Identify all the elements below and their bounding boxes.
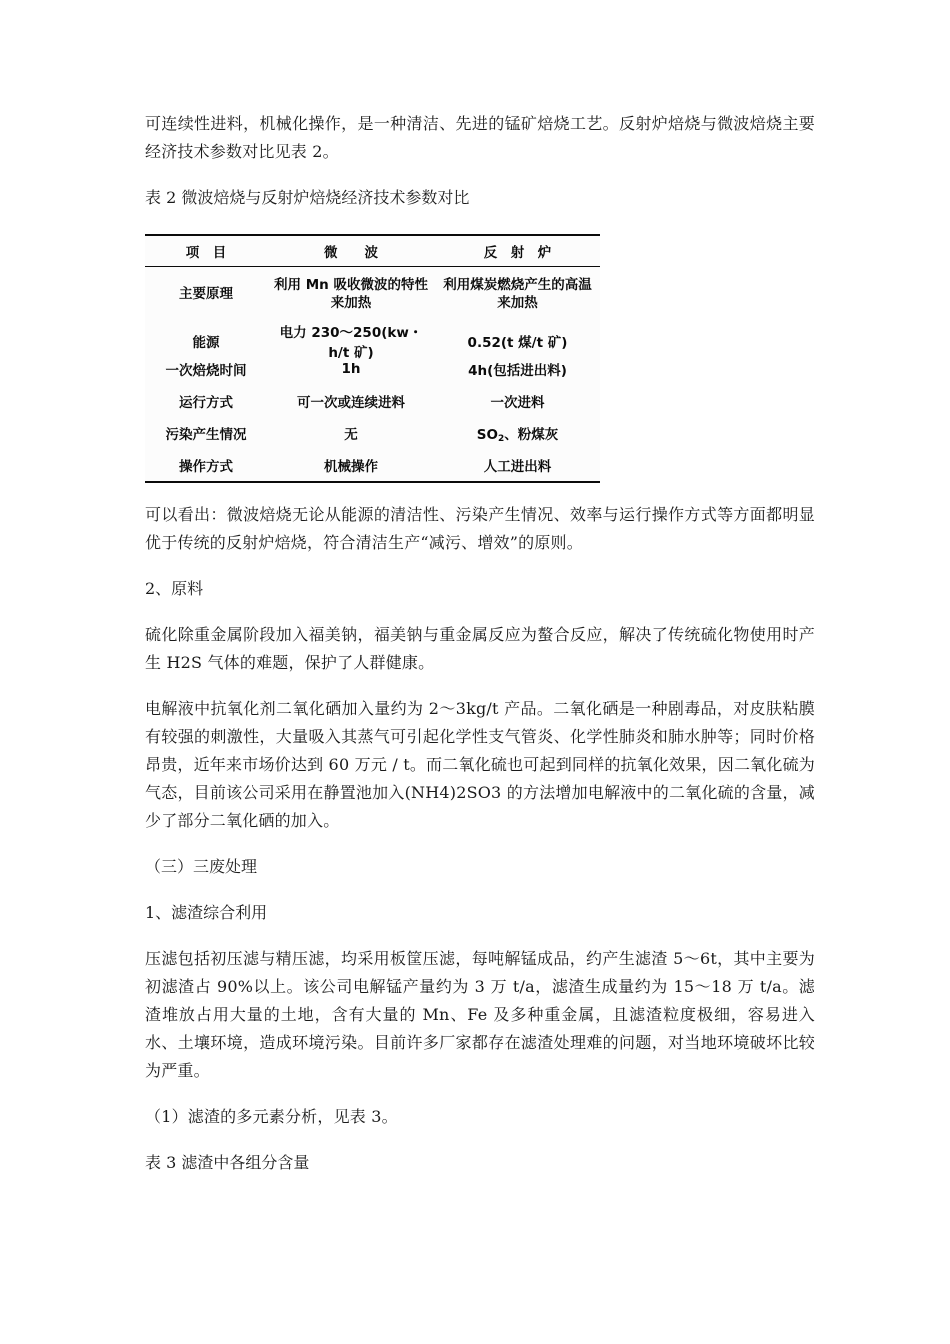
table2-comparison — [145, 234, 600, 483]
paragraph-intro: 可连续性进料，机械化操作，是一种清洁、先进的锰矿焙烧工艺。反射炉焙烧与微波焙烧主要经济技术参数对比见表 2。 — [145, 114, 815, 161]
table-cell-item: 主要原理 — [179, 286, 233, 302]
table-cell-microwave: 机械操作 — [324, 459, 378, 475]
table-cell-item: 能源 — [192, 335, 220, 351]
paragraph-sodium-dithiocarbamate: 硫化除重金属阶段加入福美钠，福美钠与重金属反应为螯合反应，解决了传统硫化物使用时产生 H2S 气体的难题，保护了人群健康。 — [145, 625, 815, 672]
table-row — [145, 385, 600, 417]
document-page — [145, 110, 815, 1195]
table-cell-item: 操作方式 — [179, 459, 233, 475]
table-cell-item: 运行方式 — [179, 395, 233, 411]
paragraph-selenium-dioxide: 电解液中抗氧化剂二氧化硒加入量约为 2～3kg/t 产品。二氧化硒是一种剧毒品，对皮肤粘膜有较强的刺激性，大量吸入其蒸气可引起化学性支气管炎、化学性肺炎和肺水肿等；同时价格昂贵，近年来市场价达到 60 万元 / t。而二氧化硫也可起到同样的抗氧化效果，因二氧化硫为气态，目前该公司采用在静置池加入(NH4)2SO3 的方法增加电解液中的二氧化硫的含量，减少了部分二氧化硒的加入。 — [145, 699, 815, 830]
table-cell-microwave: 利用 Mn 吸收微波的特性来加热 — [274, 277, 428, 311]
so2-formula: SO — [476, 426, 498, 443]
table2-header-microwave: 微 波 — [324, 245, 378, 261]
table-cell-reverb: 人工进出料 — [483, 459, 552, 475]
table-cell-reverb: 4h(包括进出料) — [468, 363, 567, 379]
table-row — [145, 449, 600, 481]
table-cell-reverb: 一次进料 — [490, 395, 545, 411]
paragraph-filter-press: 压滤包括初压滤与精压滤，均采用板筐压滤，每吨解锰成品，约产生滤渣 5～6t，其中主要为初滤渣占 90%以上。该公司电解锰产量约为 3 万 t/a，滤渣生成量约为 15～18 万 t/a。滤渣堆放占用大量的土地，含有大量的 Mn、Fe 及多种重金属，且滤渣粒度极细，容易进入水、土壤环境，造成环境污染。目前许多厂家都存在滤渣处理难的问题，对当地环境破坏比较为严重。 — [145, 949, 815, 1080]
paragraph-conclusion: 可以看出：微波焙烧无论从能源的清洁性、污染产生情况、效率与运行操作方式等方面都明显优于传统的反射炉焙烧，符合清洁生产“减污、增效”的原则。 — [145, 505, 815, 552]
table-cell-microwave: 无 — [344, 427, 358, 443]
table-cell-microwave: 1h — [341, 361, 361, 377]
paragraph-element-analysis: （1）滤渣的多元素分析，见表 3。 — [145, 1107, 398, 1126]
fly-ash-text: 、粉煤灰 — [504, 426, 559, 443]
table-row — [145, 417, 600, 449]
table3-caption: 表 3 滤渣中各组分含量 — [145, 1153, 310, 1172]
table2-header-reverb: 反 射 炉 — [483, 245, 552, 261]
table-cell-reverb: 0.52(t 煤/t 矿) — [467, 335, 568, 351]
table-cell-item: 污染产生情况 — [165, 427, 247, 443]
table-cell-microwave: 可一次或连续进料 — [297, 395, 405, 411]
table-cell-microwave: 电力 230～250(kw・h/t 矿) — [279, 325, 423, 361]
table2-header-item: 项 目 — [185, 245, 227, 261]
table-cell-reverb: 利用煤炭燃烧产生的高温来加热 — [443, 277, 592, 311]
heading-raw-materials: 2、原料 — [145, 579, 204, 598]
table2-caption: 表 2 微波焙烧与反射炉焙烧经济技术参数对比 — [145, 188, 470, 207]
table-cell-reverb — [435, 423, 600, 444]
table-row — [145, 321, 600, 361]
table2-header-row — [145, 236, 600, 267]
heading-three-wastes: （三）三废处理 — [145, 857, 258, 876]
table-cell-item: 一次焙烧时间 — [165, 363, 247, 379]
heading-slag-utilization: 1、滤渣综合利用 — [145, 903, 268, 922]
so2-subscript: 2 — [497, 433, 505, 444]
table-row — [145, 267, 600, 321]
